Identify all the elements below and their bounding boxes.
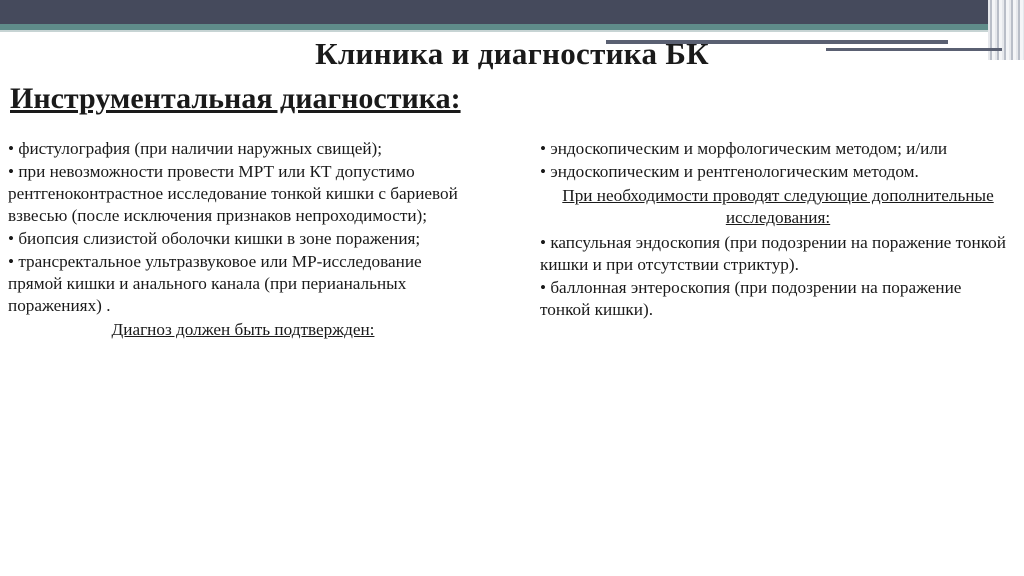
list-item: • капсульная эндоскопия (при подозрении на поражение тонкой кишки и при отсутствии стриктур). — [540, 233, 1006, 274]
slide-title: Клиника и диагностика БК — [315, 36, 709, 71]
header-bar — [0, 0, 1024, 24]
list-item: • биопсия слизистой оболочки кишки в зоне поражения; — [8, 229, 421, 248]
list-item: • эндоскопическим и морфологическим методом; и/или — [540, 139, 948, 158]
list-item: • при невозможности провести МРТ или КТ допустимо рентгеноконтрастное исследование тонкой кишки с бариевой взвесью (после исключения признаков непроходимости); — [8, 162, 458, 225]
list-item: • эндоскопическим и рентгенологическим методом. — [540, 162, 919, 181]
left-column — [8, 138, 478, 344]
list-item: • баллонная энтероскопия (при подозрении на поражение тонкой кишки). — [540, 278, 962, 319]
header-shadow-line — [0, 30, 1024, 32]
list-item: • трансректальное ультразвуковое или МР-исследование прямой кишки и анального канала (при перианальных поражениях) . — [8, 252, 422, 315]
list-item: • фистулография (при наличии наружных свищей); — [8, 139, 383, 158]
additional-studies-note: При необходимости проводят следующие дополнительные исследования: — [562, 186, 994, 227]
slide-subtitle: Инструментальная диагностика: — [10, 82, 461, 115]
diagnosis-note: Диагноз должен быть подтвержден: — [111, 320, 375, 339]
right-column — [540, 138, 1016, 322]
